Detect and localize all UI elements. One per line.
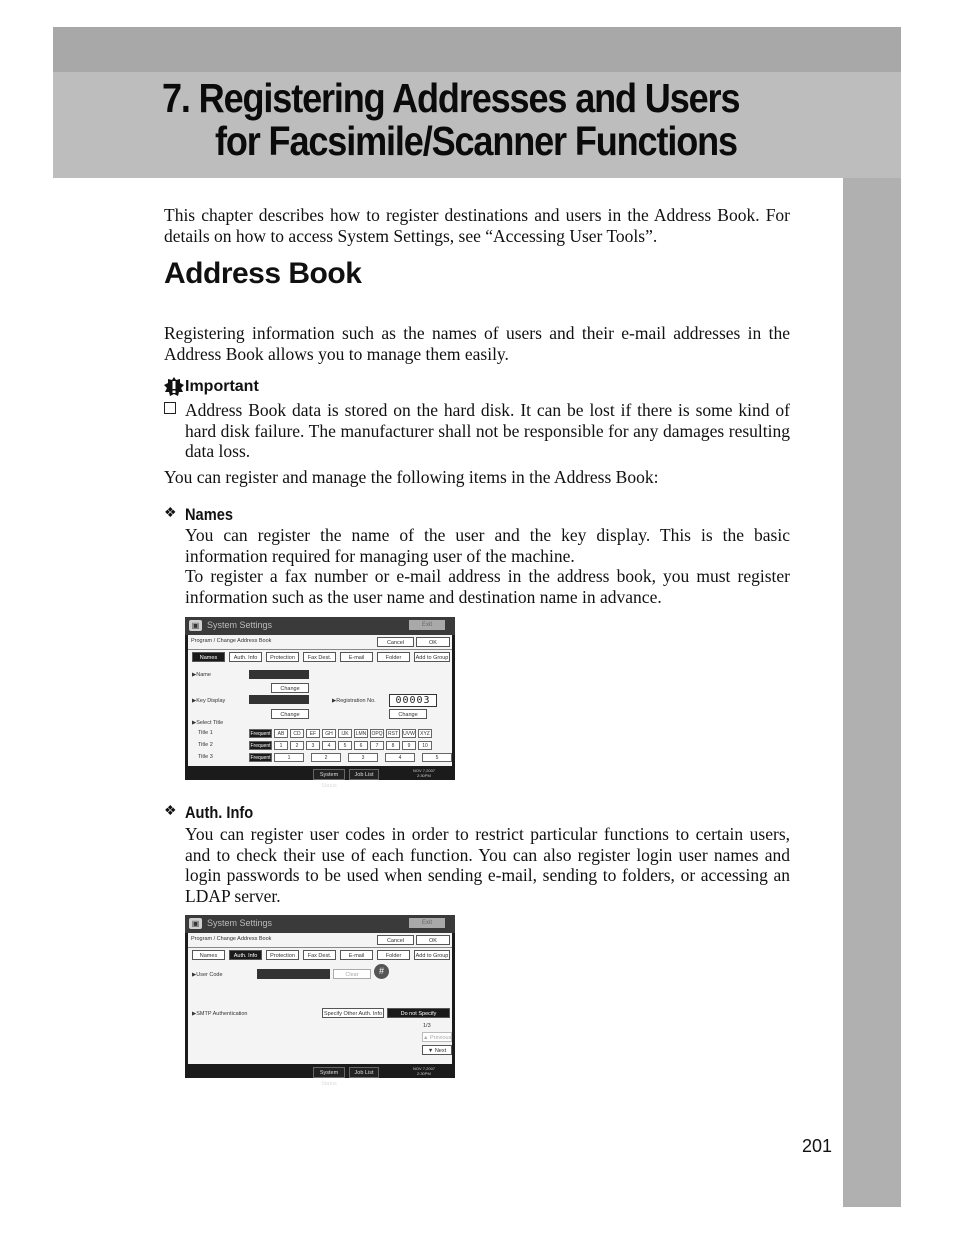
screen-footer bbox=[185, 1066, 455, 1087]
title-key[interactable]: UVW bbox=[403, 731, 415, 737]
title-key[interactable]: OPQ bbox=[371, 731, 383, 737]
job-list-button[interactable]: Job List bbox=[349, 769, 379, 780]
tab-names[interactable]: Names bbox=[192, 652, 225, 662]
title-key[interactable]: 8 bbox=[386, 741, 400, 750]
cancel-button[interactable]: Cancel bbox=[377, 637, 414, 647]
title-key[interactable]: 4 bbox=[322, 741, 336, 750]
title-key[interactable]: 9 bbox=[402, 741, 416, 750]
title-key[interactable]: XYZ bbox=[418, 729, 432, 738]
item-title-auth-info: Auth. Info bbox=[185, 803, 254, 822]
hash-button[interactable]: # bbox=[374, 964, 389, 979]
key-display-label: ▶Key Display bbox=[192, 698, 226, 704]
user-code-label: ▶User Code bbox=[192, 972, 223, 978]
diamond-bullet-icon: ❖ bbox=[164, 804, 177, 819]
screen-footer bbox=[185, 768, 455, 789]
registration-no-value: 00003 bbox=[389, 694, 437, 707]
clear-button[interactable]: Clear bbox=[333, 969, 371, 979]
name-field[interactable] bbox=[249, 670, 309, 679]
footer-time: 2:30PM bbox=[417, 1071, 431, 1076]
important-label: Important bbox=[185, 378, 259, 395]
system-status-button[interactable]: System Status bbox=[313, 769, 345, 780]
name-change-button[interactable]: Change bbox=[271, 683, 309, 693]
title-key[interactable]: 6 bbox=[354, 741, 368, 750]
title-key[interactable]: 4 bbox=[385, 753, 415, 762]
page-indicator: 1/3 bbox=[423, 1023, 431, 1029]
registration-no-label: ▶Registration No. bbox=[332, 698, 376, 704]
job-list-button[interactable]: Job List bbox=[349, 1067, 379, 1078]
tab-protection[interactable]: Protection bbox=[266, 950, 299, 960]
chapter-title-line1: 7. Registering Addresses and Users bbox=[162, 75, 740, 121]
list-intro: You can register and manage the following items in the Address Book: bbox=[164, 467, 659, 487]
item-text-names-1: You can register the name of the user and the key display. This is the basic information required for managing user of the machine. bbox=[185, 525, 790, 566]
side-thumb-tab bbox=[843, 178, 901, 1207]
tab-names[interactable]: Names bbox=[192, 950, 225, 960]
tab-fax-dest[interactable]: Fax Dest. bbox=[303, 950, 336, 960]
screen-titlebar bbox=[185, 617, 455, 635]
ok-button[interactable]: OK bbox=[416, 935, 450, 945]
specify-other-auth-button[interactable]: Specify Other Auth. Info bbox=[322, 1008, 384, 1018]
screen-titlebar bbox=[185, 915, 455, 933]
footer-date: NOV 7,2007 bbox=[413, 1066, 436, 1071]
title1-label: Title 1 bbox=[198, 730, 213, 736]
tab-folder[interactable]: Folder bbox=[377, 652, 410, 662]
title-key[interactable]: 3 bbox=[348, 753, 378, 762]
screen-panel bbox=[188, 933, 452, 1064]
footer-time: 2:30PM bbox=[417, 773, 431, 778]
frequent-button[interactable]: Frequent bbox=[250, 755, 271, 761]
previous-button[interactable]: ▲ Previous bbox=[422, 1032, 452, 1042]
item-title-names: Names bbox=[185, 505, 233, 524]
cancel-button[interactable]: Cancel bbox=[377, 935, 414, 945]
title-key[interactable]: 2 bbox=[290, 741, 304, 750]
name-label: ▶Name bbox=[192, 672, 211, 678]
screenshot-names bbox=[185, 617, 455, 789]
exit-button[interactable]: Exit bbox=[409, 918, 445, 928]
screenshot-auth-info bbox=[185, 915, 455, 1087]
item-text-names-2: To register a fax number or e-mail address in the address book, you must register information such as the user name and destination name in advance. bbox=[185, 566, 790, 607]
next-button[interactable]: ▼ Next bbox=[422, 1045, 452, 1055]
title-key[interactable]: CD bbox=[290, 729, 304, 738]
chapter-header-band bbox=[53, 27, 901, 72]
title-key[interactable]: IJK bbox=[338, 729, 352, 738]
page-number: 201 bbox=[802, 1136, 833, 1156]
section-heading: Address Book bbox=[164, 257, 362, 290]
title3-label: Title 3 bbox=[198, 754, 213, 760]
title-key[interactable]: 1 bbox=[274, 753, 304, 762]
title-key[interactable]: LMN bbox=[355, 731, 367, 737]
section-paragraph: Registering information such as the names of users and their e-mail addresses in the Address Book allows you to manage them easily. bbox=[164, 323, 790, 364]
breadcrumb: Program / Change Address Book bbox=[191, 936, 272, 942]
system-status-button[interactable]: System Status bbox=[313, 1067, 345, 1078]
title-key[interactable]: RST bbox=[388, 731, 398, 737]
settings-icon: ▣ bbox=[189, 620, 202, 631]
title-key[interactable]: 3 bbox=[306, 741, 320, 750]
important-icon bbox=[164, 377, 184, 397]
title-key[interactable]: 7 bbox=[370, 741, 384, 750]
reg-no-change-button[interactable]: Change bbox=[389, 709, 427, 719]
intro-paragraph: This chapter describes how to register destinations and users in the Address Book. For details on how to access System Settings, see “Accessing User Tools”. bbox=[164, 205, 790, 246]
screen-title: System Settings bbox=[207, 620, 273, 630]
title-key[interactable]: AB bbox=[274, 729, 288, 738]
frequent-button[interactable]: Frequent bbox=[250, 731, 271, 737]
tab-email[interactable]: E-mail bbox=[340, 950, 373, 960]
tab-add-to-group[interactable]: Add to Group bbox=[414, 950, 450, 960]
checkbox-icon bbox=[164, 402, 176, 414]
tab-add-to-group[interactable]: Add to Group bbox=[414, 652, 450, 662]
key-display-change-button[interactable]: Change bbox=[271, 709, 309, 719]
exit-button[interactable]: Exit bbox=[409, 620, 445, 630]
important-text: Address Book data is stored on the hard disk. It can be lost if there is some kind of hard disk failure. The manufacturer shall not be responsible for any damages resulting data loss. bbox=[185, 400, 790, 461]
key-display-field[interactable] bbox=[249, 695, 309, 704]
tab-folder[interactable]: Folder bbox=[377, 950, 410, 960]
tab-email[interactable]: E-mail bbox=[340, 652, 373, 662]
select-title-label: ▶Select Title bbox=[192, 720, 224, 726]
footer-date: NOV 7,2007 bbox=[413, 768, 436, 773]
smtp-auth-label: ▶SMTP Authentication bbox=[192, 1011, 248, 1017]
title-key[interactable]: 10 bbox=[418, 741, 432, 750]
breadcrumb: Program / Change Address Book bbox=[191, 638, 272, 644]
chapter-title-line2: for Facsimile/Scanner Functions bbox=[215, 118, 737, 164]
screen-panel bbox=[188, 635, 452, 766]
title-key[interactable]: GH bbox=[322, 729, 336, 738]
tab-protection[interactable]: Protection bbox=[266, 652, 299, 662]
title-key[interactable]: 5 bbox=[338, 741, 352, 750]
item-text-auth-info: You can register user codes in order to restrict particular functions to certain users, and to check their use of each function. You can also register login user names and login passwords to be used when sending e-mail, sending to folders, or accessing an LDAP server. bbox=[185, 824, 790, 906]
tab-auth-info[interactable]: Auth. Info bbox=[229, 950, 262, 960]
title-key[interactable]: 1 bbox=[274, 741, 288, 750]
title-key[interactable]: 2 bbox=[311, 753, 341, 762]
diamond-bullet-icon: ❖ bbox=[164, 506, 177, 521]
title-key[interactable]: EF bbox=[306, 729, 320, 738]
tab-auth-info[interactable]: Auth. Info bbox=[229, 652, 262, 662]
frequent-button[interactable]: Frequent bbox=[250, 743, 271, 749]
screen-title: System Settings bbox=[207, 918, 273, 928]
tab-fax-dest[interactable]: Fax Dest. bbox=[303, 652, 336, 662]
title-key[interactable]: 5 bbox=[422, 753, 452, 762]
settings-icon: ▣ bbox=[189, 918, 202, 929]
title2-label: Title 2 bbox=[198, 742, 213, 748]
user-code-field[interactable] bbox=[257, 969, 330, 979]
ok-button[interactable]: OK bbox=[416, 637, 450, 647]
do-not-specify-button[interactable]: Do not Specify bbox=[387, 1008, 450, 1018]
